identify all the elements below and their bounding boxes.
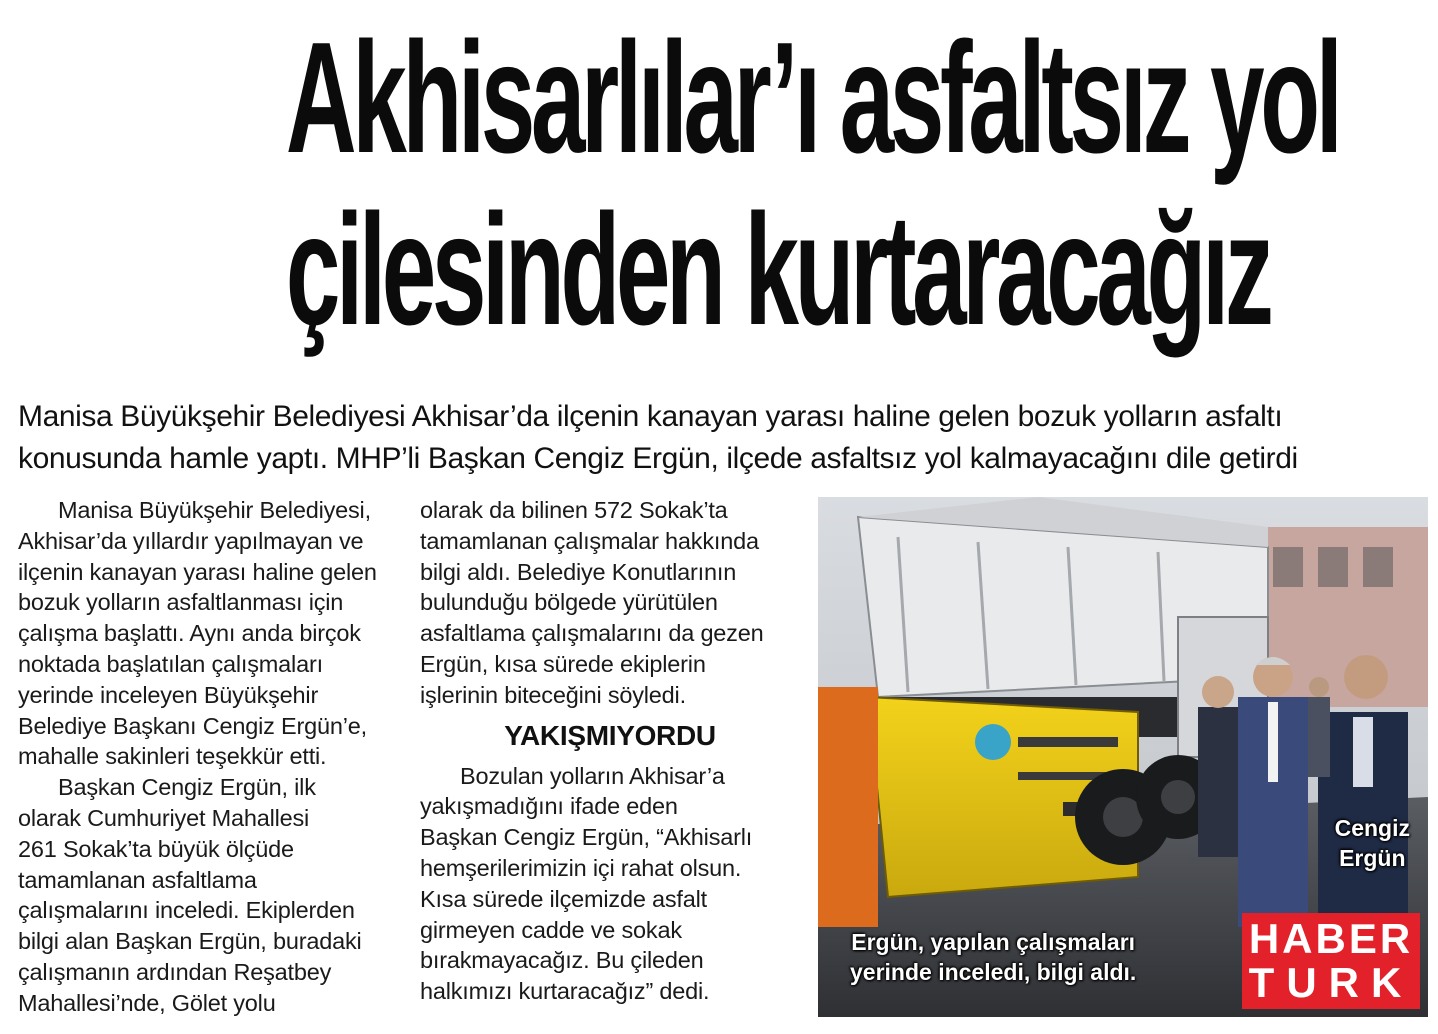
body-line: asfaltlama çalışmalarını da gezen [420,620,764,647]
body-line: işlerinin biteceğini söyledi. [420,681,686,708]
logo-line-1: HABER [1248,915,1414,962]
caption-line-2: yerinde inceledi, bilgi aldı. [850,959,1137,985]
body-line: tamamlanan çalışmalar hakkında [420,527,759,554]
logo-line-2: TURK [1248,959,1414,1006]
page-title [285,10,1339,358]
body-line: çalışmalarını inceledi. Ekiplerden [18,897,355,924]
body-line: bilgi alan Başkan Ergün, buradaki [18,928,362,955]
article-column-1 [18,495,398,1019]
photo-name-label [1335,813,1410,873]
body-line: bırakmayacağız. Bu çileden [420,947,704,974]
headline-line-2: çilesinden kurtaracağız [285,182,1270,358]
body-line: Akhisar’da yıllardır yapılmayan ve [18,527,364,554]
body-line: bilgi aldı. Belediye Konutlarının [420,558,737,585]
body-line: tamamlanan asfaltlama [18,866,257,893]
body-line: mahalle sakinleri teşekkür etti. [18,743,327,770]
caption-line-1: Ergün, yapılan çalışmaları [851,929,1136,955]
body-line: Kısa sürede ilçemizde asfalt [420,885,707,912]
body-line: yerinde inceleyen Büyükşehir [18,681,319,708]
section-subheading: YAKIŞMIYORDU [504,719,716,751]
body-line: olarak Cumhuriyet Mahallesi [18,804,310,831]
article-deck [18,396,1438,480]
body-line: Başkan Cengiz Ergün, ilk [58,774,316,801]
body-line: hemşerilerimizin içi rahat olsun. [420,854,742,881]
body-line: Ergün, kısa sürede ekiplerin [420,650,706,677]
headline-line-1: Akhisarlılar’ı asfaltsız yol [285,10,1339,186]
haberturk-logo [1242,913,1420,1009]
body-line: Mahallesi’nde, Gölet yolu [18,989,276,1016]
body-line: bulunduğu bölgede yürütülen [420,589,718,616]
body-line: ilçenin kanayan yarası haline gelen [18,558,377,585]
body-line: girmeyen cadde ve sokak [420,916,682,943]
body-line: çalışma başlattı. Aynı anda birçok [18,620,361,647]
body-line: Başkan Cengiz Ergün, “Akhisarlı [420,824,753,851]
name-line-2: Ergün [1339,845,1406,871]
news-photo [818,497,1428,1017]
body-line: çalışmanın ardından Reşatbey [18,958,332,985]
body-line: Belediye Başkanı Cengiz Ergün’e, [18,712,367,739]
body-line: halkımızı kurtaracağız” dedi. [420,978,710,1005]
body-line: Manisa Büyükşehir Belediyesi, [58,497,371,523]
body-line: olarak da bilinen 572 Sokak’ta [420,497,728,523]
body-line: bozuk yolların asfaltlanması için [18,589,344,616]
deck-line-2: konusunda hamle yaptı. MHP’li Başkan Cengiz Ergün, ilçede asfaltsız yol kalmayacağını dile getirdi [18,442,1298,475]
body-line: noktada başlatılan çalışmaları [18,650,323,677]
body-line: 261 Sokak’ta büyük ölçüde [18,835,294,862]
body-line: yakışmadığını ifade eden [420,793,678,820]
body-line: Bozulan yolların Akhisar’a [460,762,725,789]
photo-caption [850,927,1136,987]
deck-line-1: Manisa Büyükşehir Belediyesi Akhisar’da ilçenin kanayan yarası haline gelen bozuk yolların asfaltı [18,400,1283,433]
name-line-1: Cengiz [1334,815,1410,841]
article-column-2 [420,495,800,1007]
